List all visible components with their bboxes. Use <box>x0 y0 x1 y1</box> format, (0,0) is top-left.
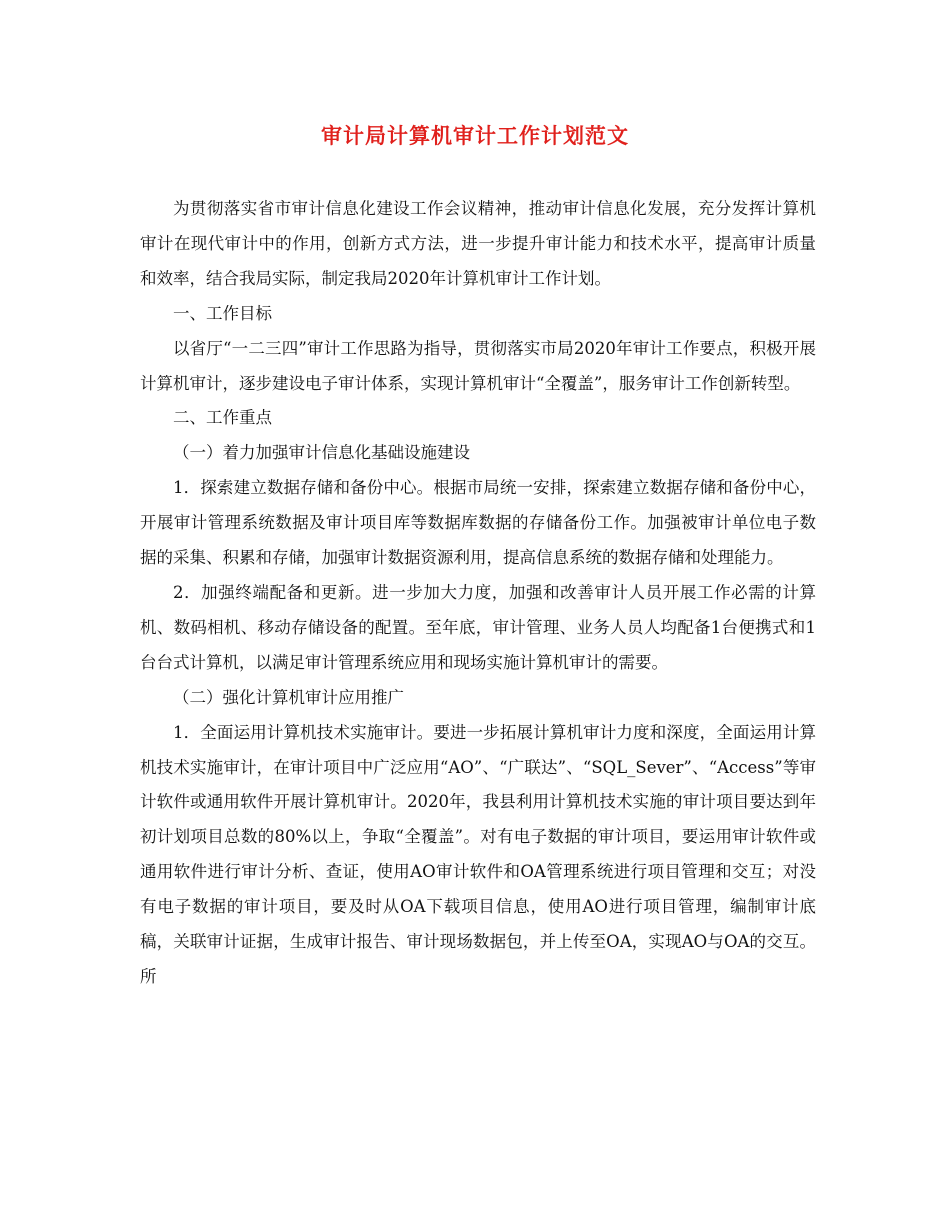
infrastructure-paragraph-1: 1．探索建立数据存储和备份中心。根据市局统一安排，探索建立数据存储和备份中心，开展审计管理系统数据及审计项目库等数据库数据的存储备份工作。加强被审计单位电子数据的采集、积累和存储，加强审计数据资源利用，提高信息系统的数据存储和处理能力。 <box>140 478 816 568</box>
goals-paragraph: 以省厅“一二三四”审计工作思路为指导，贯彻落实市局2020年审计工作要点，积极开展计算机审计，逐步建设电子审计体系，实现计算机审计“全覆盖”，服务审计工作创新转型。 <box>140 338 816 393</box>
application-paragraph-1: 1．全面运用计算机技术实施审计。要进一步拓展计算机审计力度和深度，全面运用计算机技术实施审计，在审计项目中广泛应用“AO”、“广联达”、“SQL_Sever”、“Access”等审计软件或通用软件开展计算机审计。2020年，我县利用计算机技术实施的审计项目要达到年初计划项目总数的80%以上，争取“全覆盖”。对有电子数据的审计项目，要运用审计软件或通用软件进行审计分析、查证，使用AO审计软件和OA管理系统进行项目管理和交互；对没有电子数据的审计项目，要及时从OA下载项目信息，使用AO进行项目管理，编制审计底稿，关联审计证据，生成审计报告、审计现场数据包，并上传至OA，实现AO与OA的交互。所 <box>140 722 816 986</box>
intro-paragraph: 为贯彻落实省市审计信息化建设工作会议精神，推动审计信息化发展，充分发挥计算机审计在现代审计中的作用，创新方式方法，进一步提升审计能力和技术水平，提高审计质量和效率，结合我局实际，制定我局2020年计算机审计工作计划。 <box>140 199 816 288</box>
section-heading-focus: 二、工作重点 <box>173 408 272 428</box>
subsection-heading-application: （二）强化计算机审计应用推广 <box>173 687 404 707</box>
subsection-heading-infrastructure: （一）着力加强审计信息化基础设施建设 <box>173 443 470 463</box>
document-title: 审计局计算机审计工作计划范文 <box>321 123 629 148</box>
section-heading-goals: 一、工作目标 <box>173 303 272 323</box>
document-body <box>140 192 816 995</box>
infrastructure-paragraph-2: 2．加强终端配备和更新。进一步加大力度，加强和改善审计人员开展工作必需的计算机、数码相机、移动存储设备的配置。至年底，审计管理、业务人员人均配备1台便携式和1台台式计算机，以满足审计管理系统应用和现场实施计算机审计的需要。 <box>140 582 816 672</box>
